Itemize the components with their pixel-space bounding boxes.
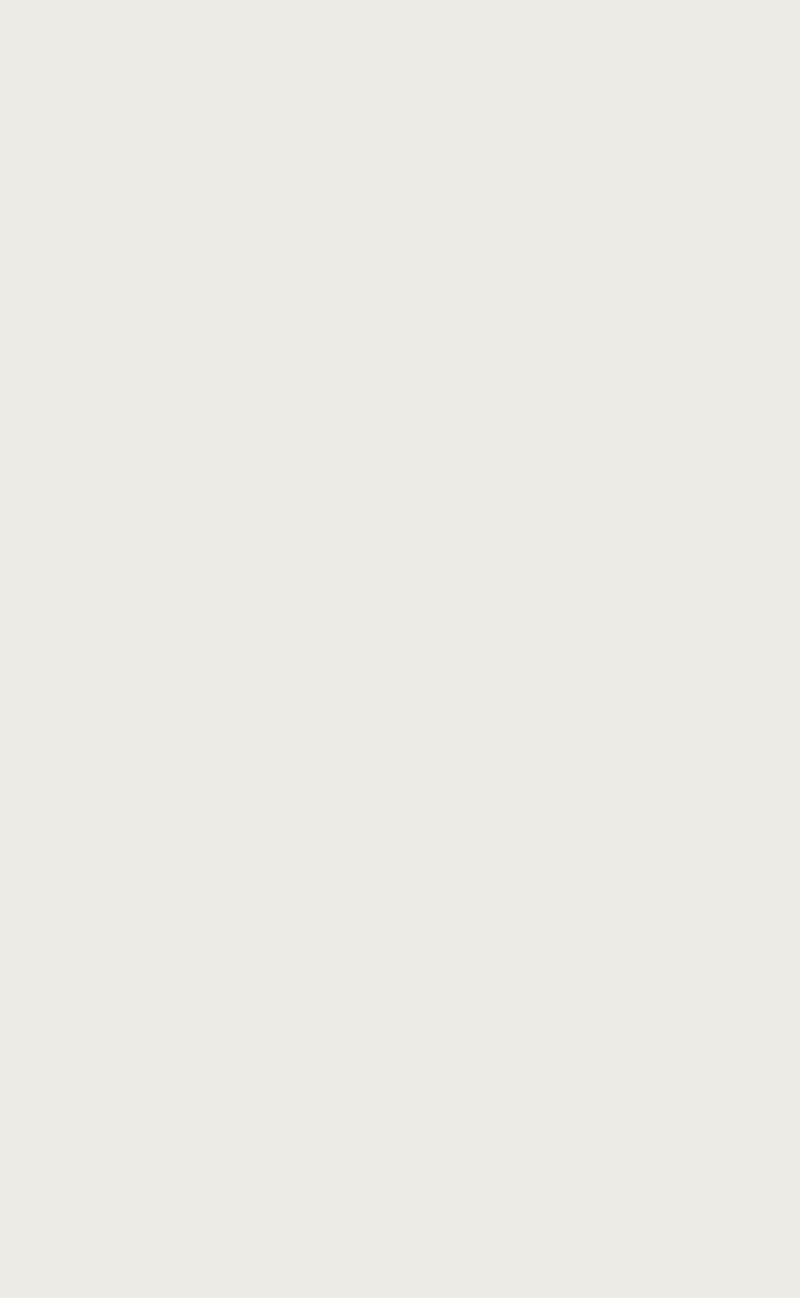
running-header [16,8,786,48]
